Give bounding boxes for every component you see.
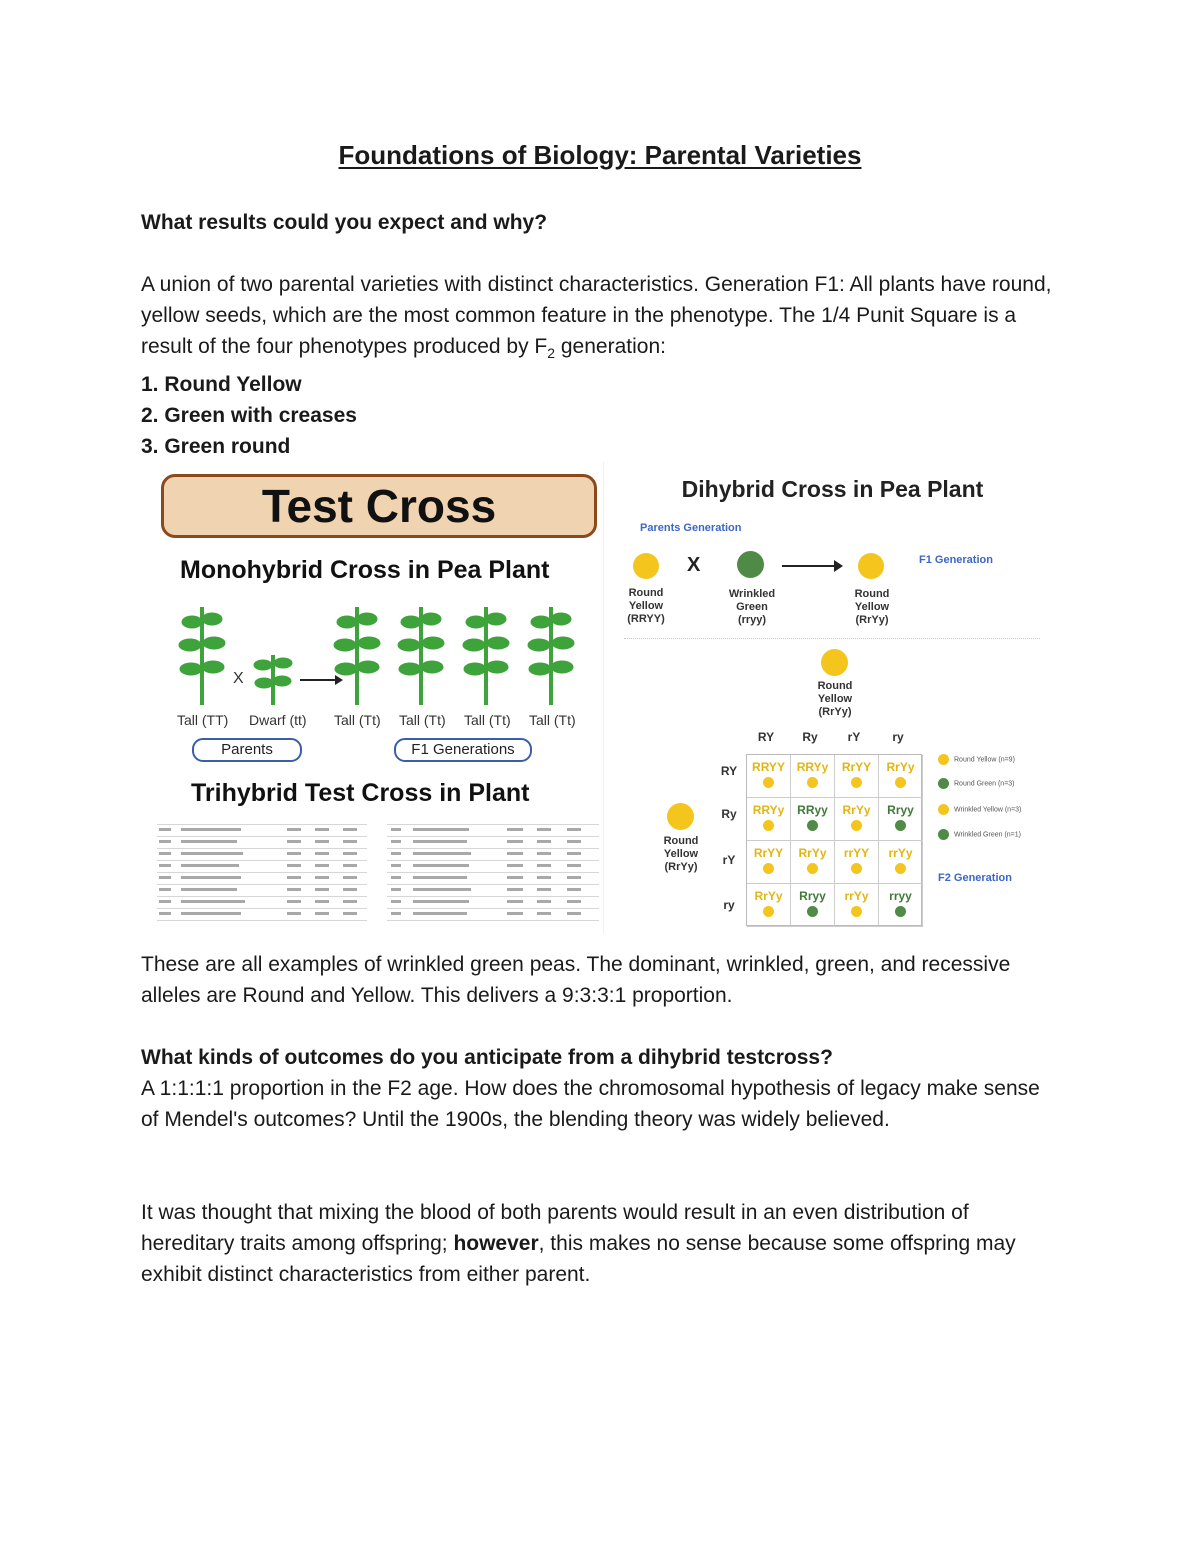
genotype-label: RrYY bbox=[841, 760, 872, 774]
legend-item bbox=[938, 829, 1021, 840]
plant-label: Dwarf (tt) bbox=[249, 712, 307, 728]
para-text-end: generation: bbox=[555, 335, 666, 358]
section-1-heading: What results could you expect and why? bbox=[141, 211, 548, 234]
legend-dot-icon bbox=[938, 829, 949, 840]
gamete-label: Ry bbox=[721, 807, 737, 821]
f1-generations-pill: F1 Generations bbox=[394, 738, 532, 762]
punnett-cell bbox=[879, 884, 923, 927]
punnett-square bbox=[746, 754, 922, 926]
para-text-end: , this makes no sense because some offspring may exhibit distinct characteristics from either parent. bbox=[141, 1232, 1016, 1286]
label-line: (RrYy) bbox=[664, 861, 698, 873]
f1-side-label bbox=[656, 835, 706, 874]
punnett-cell bbox=[791, 798, 835, 841]
label-line: Yellow bbox=[628, 600, 664, 612]
test-cross-banner bbox=[161, 474, 597, 538]
legend-label: Wrinkled Green (n=1) bbox=[954, 831, 1021, 839]
plant-icon bbox=[179, 607, 225, 705]
list-item: 2. Green with creases bbox=[141, 404, 357, 428]
trihybrid-title: Trihybrid Test Cross in Plant bbox=[191, 779, 530, 807]
parents-pill: Parents bbox=[192, 738, 302, 762]
yellow-pea-icon bbox=[858, 553, 884, 579]
dihybrid-title: Dihybrid Cross in Pea Plant bbox=[681, 476, 984, 502]
f2-generation-label: F2 Generation bbox=[938, 872, 1012, 884]
section-3-heading: What kinds of outcomes do you anticipate from a dihybrid testcross? bbox=[141, 1046, 833, 1069]
section-3 bbox=[141, 1042, 1061, 1135]
genetics-figure bbox=[155, 462, 1060, 934]
punnett-cell bbox=[747, 884, 791, 927]
gamete-label: RY bbox=[720, 764, 738, 778]
punnett-cell bbox=[835, 798, 879, 841]
pea-dot-icon bbox=[807, 820, 818, 831]
trihybrid-table-right bbox=[387, 810, 599, 934]
section-2-paragraph: These are all examples of wrinkled green peas. The dominant, wrinkled, green, and recessive alleles are Round and Yellow. This delivers a 9:3:3:1 proportion. bbox=[141, 953, 1011, 1007]
genotype-label: rrYy bbox=[888, 846, 913, 860]
legend-label: Round Green (n=3) bbox=[954, 780, 1015, 788]
genotype-label: RrYy bbox=[886, 760, 915, 774]
label-line: (RrYy) bbox=[818, 706, 852, 718]
label-line: (RrYy) bbox=[855, 614, 889, 626]
gamete-label: RY bbox=[757, 730, 775, 744]
dihybrid-panel bbox=[603, 462, 1061, 934]
gamete-label: rY bbox=[847, 730, 861, 744]
yellow-pea-icon bbox=[633, 553, 659, 579]
pea-dot-icon bbox=[851, 863, 862, 874]
genotype-label: RRYy bbox=[796, 760, 829, 774]
label-line: Yellow bbox=[854, 601, 890, 613]
pea-dot-icon bbox=[851, 906, 862, 917]
genotype-label: RRYy bbox=[752, 803, 785, 817]
para-text: It was thought that mixing the blood of both parents would result in an even distribution of hereditary traits among offspring; bbox=[141, 1201, 969, 1255]
pea-dot-icon bbox=[763, 906, 774, 917]
pea-dot-icon bbox=[807, 906, 818, 917]
page-title: Foundations of Biology: Parental Varieties bbox=[338, 140, 862, 170]
punnett-cell bbox=[879, 841, 923, 884]
pea-dot-icon bbox=[895, 777, 906, 788]
punnett-cell bbox=[747, 755, 791, 798]
cross-x: X bbox=[687, 554, 701, 576]
legend-item bbox=[938, 804, 1021, 815]
section-2 bbox=[141, 949, 1061, 1011]
green-pea-icon bbox=[737, 551, 764, 578]
genotype-label: Rryy bbox=[887, 803, 914, 817]
plant-label: Tall (Tt) bbox=[464, 712, 511, 728]
label-line: Round bbox=[817, 680, 853, 692]
label-line: Round bbox=[663, 835, 699, 847]
genotype-label: rrYY bbox=[843, 846, 870, 860]
parents-generation-label: Parents Generation bbox=[640, 522, 742, 534]
arrow-head-icon bbox=[834, 560, 843, 572]
plant-label: Tall (Tt) bbox=[399, 712, 446, 728]
f1-top-label bbox=[810, 680, 860, 719]
pea-dot-icon bbox=[763, 820, 774, 831]
punnett-cell bbox=[791, 884, 835, 927]
list-item: 1. Round Yellow bbox=[141, 373, 302, 397]
pea-dot-icon bbox=[763, 777, 774, 788]
section-1 bbox=[141, 207, 1061, 462]
pea-dot-icon bbox=[807, 863, 818, 874]
banner-text: Test Cross bbox=[261, 480, 497, 532]
divider bbox=[624, 638, 1040, 639]
legend-label: Wrinkled Yellow (n=3) bbox=[954, 806, 1022, 814]
pea-plants-illustration bbox=[155, 597, 603, 717]
parent-2-label bbox=[724, 588, 780, 627]
plant-icon bbox=[398, 607, 444, 705]
trihybrid-table-left bbox=[157, 810, 367, 934]
pea-dot-icon bbox=[807, 777, 818, 788]
punnett-cell bbox=[835, 755, 879, 798]
gamete-label: ry bbox=[892, 730, 904, 744]
trihybrid-tables bbox=[155, 810, 603, 934]
monohybrid-title: Monohybrid Cross in Pea Plant bbox=[180, 556, 550, 584]
legend-item bbox=[938, 754, 1015, 765]
plant-label: Tall (TT) bbox=[177, 712, 229, 728]
pea-dot-icon bbox=[851, 820, 862, 831]
legend-dot-icon bbox=[938, 778, 949, 789]
list-item: 3. Green round bbox=[141, 435, 291, 459]
label-line: Round bbox=[854, 588, 890, 600]
punnett-cell bbox=[791, 755, 835, 798]
subscript: 2 bbox=[547, 345, 556, 362]
punnett-cell bbox=[747, 841, 791, 884]
legend-label: Round Yellow (n=9) bbox=[954, 756, 1015, 764]
genotype-label: RRYY bbox=[752, 760, 785, 774]
punnett-cell bbox=[879, 755, 923, 798]
f1-label bbox=[848, 588, 896, 627]
plant-icon bbox=[254, 655, 292, 705]
plant-label: Tall (Tt) bbox=[529, 712, 576, 728]
genotype-label: RrYy bbox=[842, 803, 871, 817]
label-line: (RRYY) bbox=[627, 613, 665, 625]
pea-dot-icon bbox=[895, 906, 906, 917]
gamete-label: ry bbox=[723, 898, 735, 912]
test-cross-panel bbox=[155, 462, 603, 934]
arrow-head-icon bbox=[335, 675, 343, 685]
genotype-label: Rryy bbox=[799, 889, 826, 903]
genotype-label: RRyy bbox=[797, 803, 828, 817]
pea-dot-icon bbox=[851, 777, 862, 788]
label-line: (rryy) bbox=[737, 614, 767, 626]
para-text: A union of two parental varieties with distinct characteristics. Generation F1: All plants have round, yellow seeds, which are the most common feature in the phenotype. The 1/4 Punit Square is a result of the four phenotypes produced by F bbox=[141, 273, 1052, 358]
punnett-cell bbox=[747, 798, 791, 841]
legend-dot-icon bbox=[938, 804, 949, 815]
emphasis: however bbox=[453, 1232, 539, 1255]
legend-dot-icon bbox=[938, 754, 949, 765]
label-line: Wrinkled bbox=[728, 588, 776, 600]
gamete-label: rY bbox=[722, 853, 736, 867]
punnett-cell bbox=[791, 841, 835, 884]
parent-1-label bbox=[622, 587, 670, 626]
legend-item bbox=[938, 778, 1015, 789]
genotype-label: RrYy bbox=[798, 846, 827, 860]
label-line: Round bbox=[628, 587, 664, 599]
punnett-cell bbox=[835, 884, 879, 927]
pea-dot-icon bbox=[895, 820, 906, 831]
f1-generation-label: F1 Generation bbox=[919, 554, 993, 566]
section-3-paragraph: A 1:1:1:1 proportion in the F2 age. How does the chromosomal hypothesis of legacy make sense of Mendel's outcomes? Until the 1900s, the blending theory was widely believed. bbox=[141, 1077, 1040, 1131]
pea-dot-icon bbox=[763, 863, 774, 874]
genotype-label: RrYy bbox=[754, 889, 783, 903]
label-line: Yellow bbox=[663, 848, 699, 860]
punnett-cell bbox=[879, 798, 923, 841]
genotype-label: rryy bbox=[889, 889, 912, 903]
cross-x: X bbox=[233, 670, 244, 687]
genotype-label: RrYY bbox=[753, 846, 784, 860]
label-line: Green bbox=[736, 601, 768, 613]
section-4-paragraph bbox=[141, 1197, 1061, 1290]
plant-icon bbox=[528, 607, 574, 705]
arrow-icon bbox=[782, 565, 834, 567]
yellow-pea-icon bbox=[821, 649, 848, 676]
punnett-cell bbox=[835, 841, 879, 884]
plant-icon bbox=[463, 607, 509, 705]
section-1-paragraph bbox=[141, 269, 1061, 369]
pea-dot-icon bbox=[895, 863, 906, 874]
plant-icon bbox=[334, 607, 380, 705]
genotype-label: rrYy bbox=[844, 889, 869, 903]
label-line: Yellow bbox=[817, 693, 853, 705]
section-4 bbox=[141, 1197, 1061, 1290]
plant-label: Tall (Tt) bbox=[334, 712, 381, 728]
yellow-pea-icon bbox=[667, 803, 694, 830]
gamete-label: Ry bbox=[802, 730, 818, 744]
